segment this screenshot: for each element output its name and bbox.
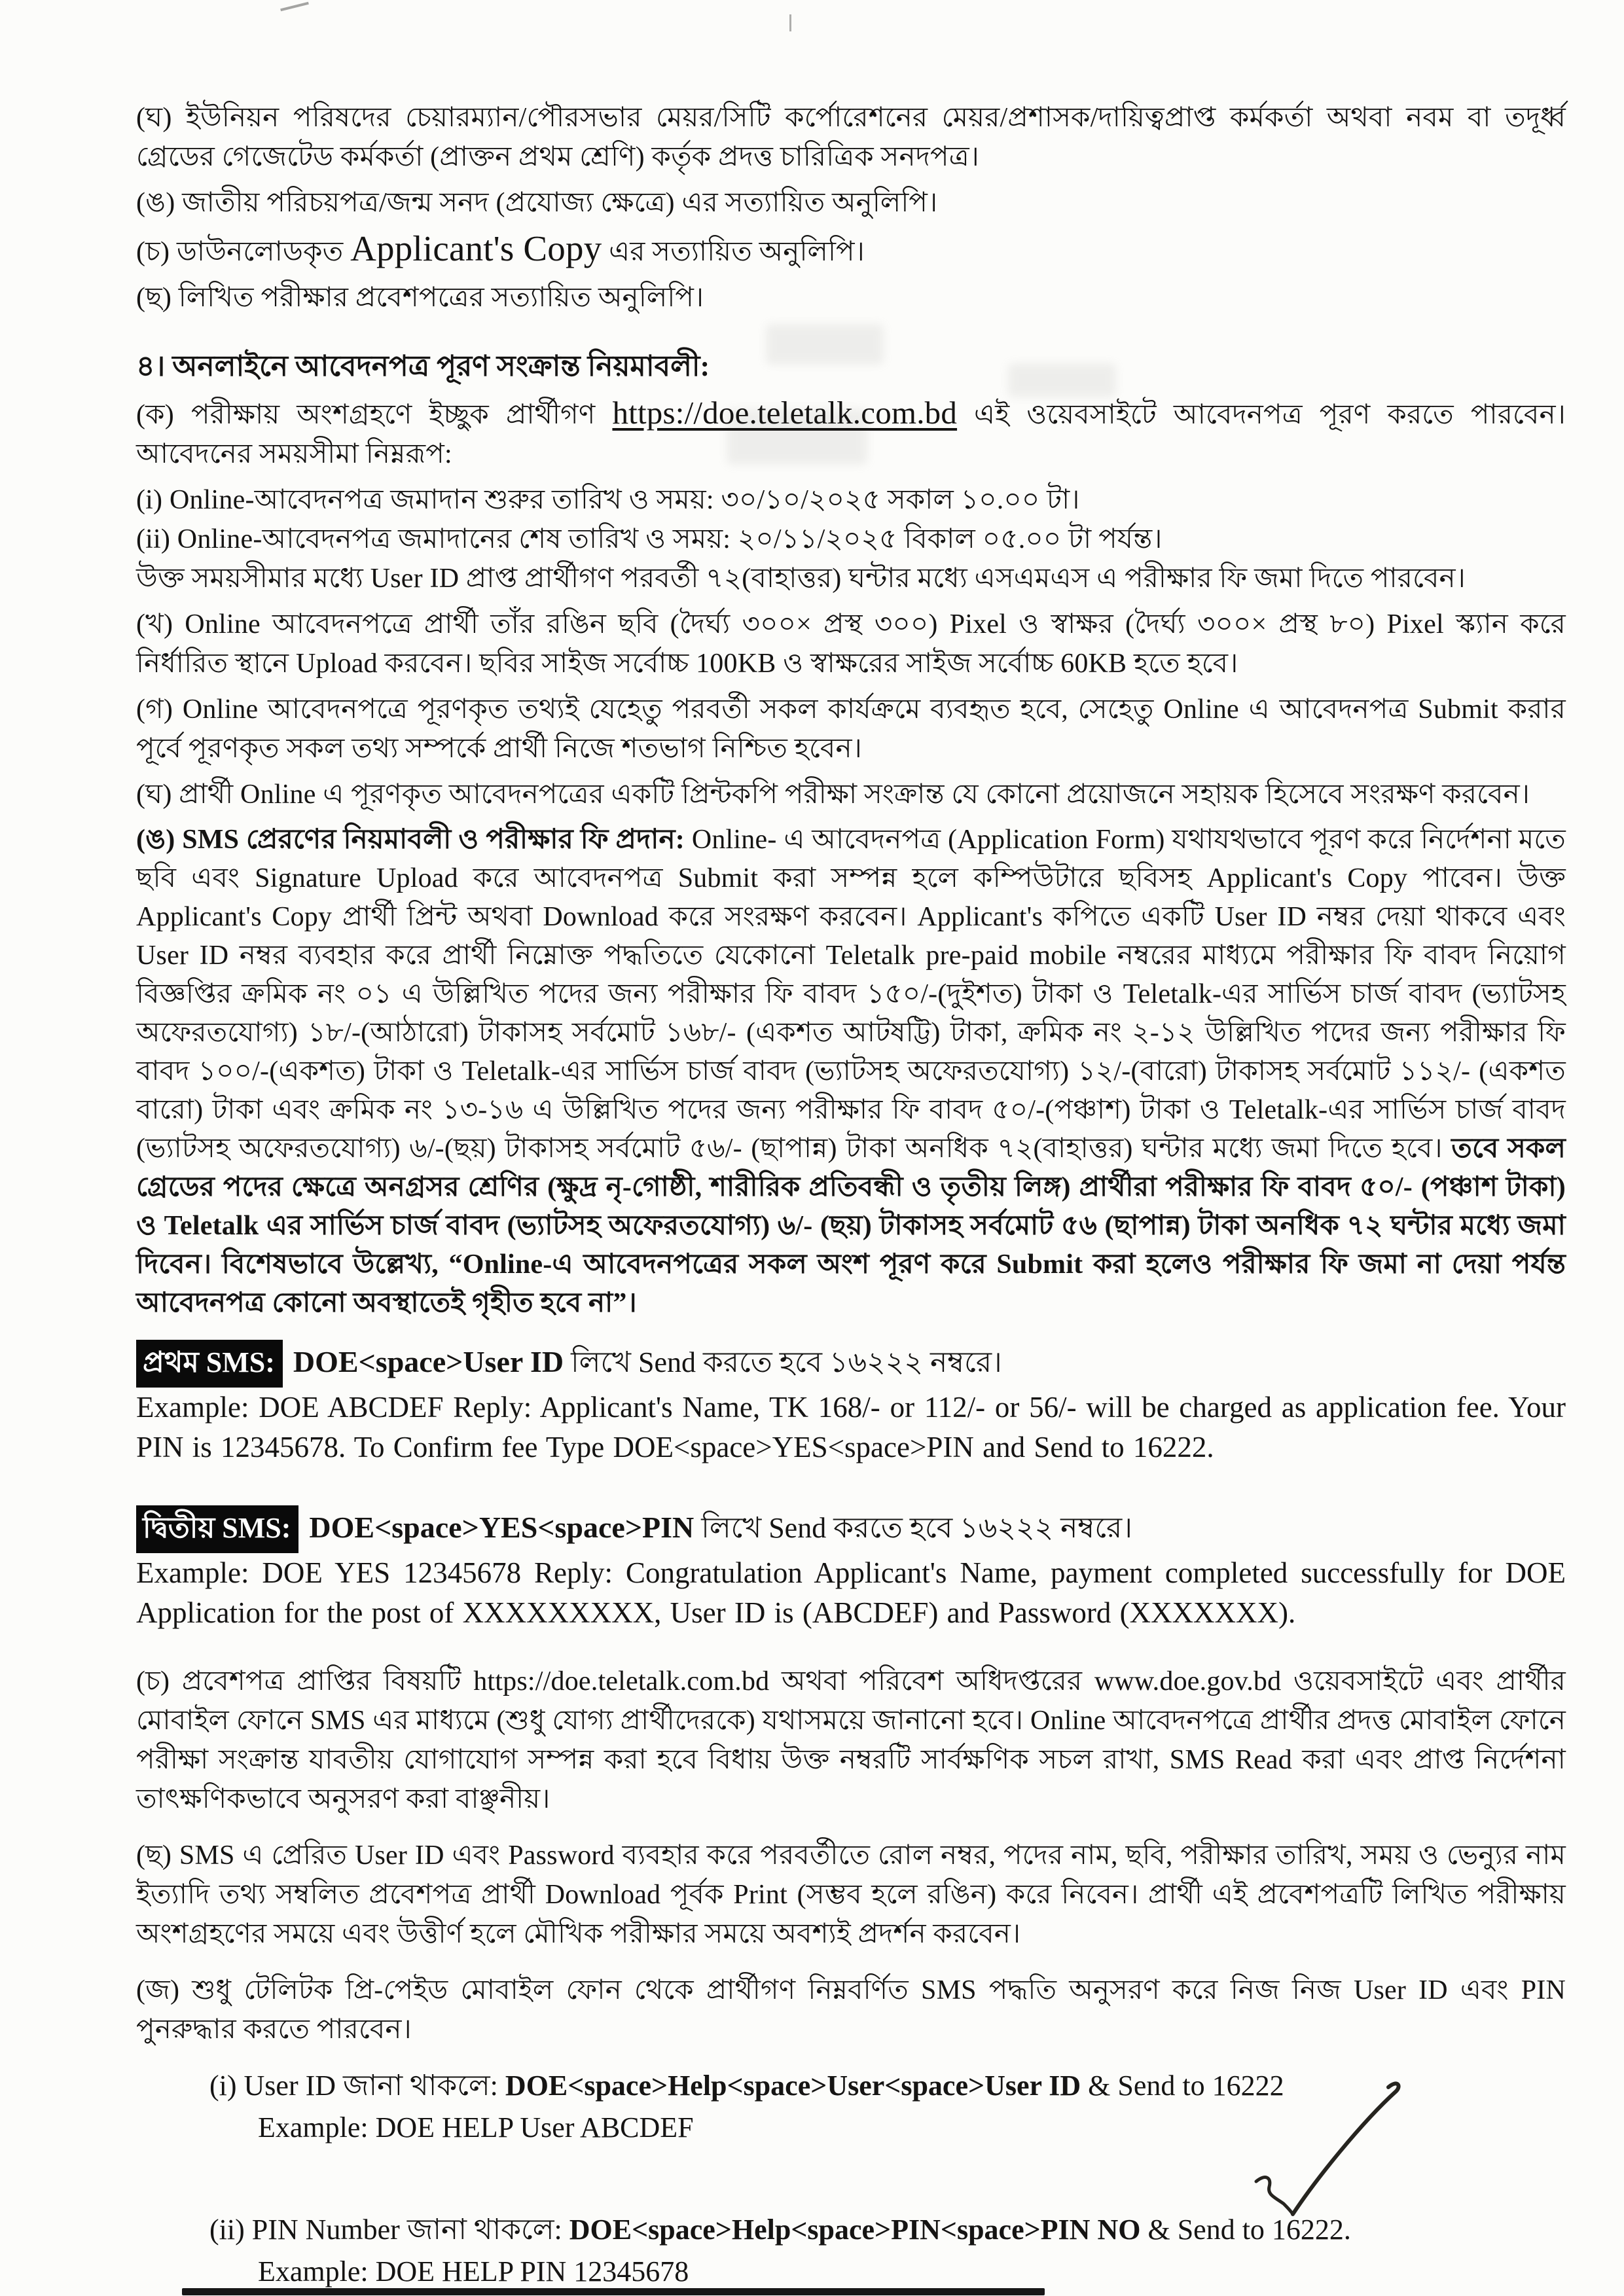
- admit-card-download: (ছ) SMS এ প্রেরিত User ID এবং Password ব্যবহার করে পরবর্তীতে রোল নম্বর, পদের নাম, ছবি, পরীক্ষার তারিখ, সময় ও ভেন্যুর নাম ইত্যাদি তথ্য সম্বলিত প্রবেশপত্র প্রার্থী Download পূর্বক Print (সম্ভব হলে রঙিন) করে নিবেন। প্রার্থী এই প্রবেশপত্রটি লিখিত পরীক্ষায় অংশগ্রহণের সময়ে এবং উত্তীর্ণ হলে মৌখিক পরীক্ষার সময়ে অবশ্যই প্রদর্শন করবেন।: [136, 1840, 1566, 1949]
- item-cha-prefix: (চ) ডাউনলোডকৃত: [136, 237, 351, 267]
- help-i-rest: & Send to 16222: [1081, 2070, 1284, 2102]
- first-sms-line: [136, 1340, 1566, 1388]
- first-sms-badge: প্রথম SMS:: [136, 1340, 283, 1388]
- help-i-prefix: (i) User ID জানা থাকলে:: [209, 2070, 505, 2102]
- doc-list-item-chha: (ছ) লিখিত পরীক্ষার প্রবেশপত্রের সত্যায়িত অনুলিপি।: [136, 283, 704, 313]
- second-sms-example: Example: DOE YES 12345678 Reply: Congratulation Applicant's Name, payment completed successfully for DOE Application for the post of XXXXXXXXX, User ID is (ABCDEF) and Password (XXXXXXX).: [136, 1556, 1566, 1629]
- section4-item-ka: [136, 393, 1566, 474]
- doc-list-item-gha: (ঘ) ইউনিয়ন পরিষদের চেয়ারম্যান/পৌরসভার মেয়র/সিটি কর্পোরেশনের মেয়র/প্রশাসক/দায়িত্বপ্রাপ্ত কর্মকর্তা অথবা নবম বা তদূর্ধ্ব গ্রেডের গেজেটেড কর্মকর্তা (প্রাক্তন প্রথম শ্রেণি) কর্তৃক প্রদত্ত চারিত্রিক সনদপত্র।: [136, 103, 1566, 172]
- end-date-line: (ii) Online-আবেদনপত্র জমাদানের শেষ তারিখ ও সময়: ২০/১১/২০২৫ বিকাল ০৫.০০ টা পর্যন্ত।: [136, 524, 1163, 554]
- help-pin-example: Example: DOE HELP PIN 12345678: [258, 2255, 689, 2287]
- pen-mark: [1247, 2072, 1417, 2222]
- section4-item-gha: (ঘ) প্রার্থী Online এ পূরণকৃত আবেদনপত্রের একটি প্রিন্টকপি পরীক্ষা সংক্রান্ত যে কোনো প্রয়োজনে সহায়ক হিসেবে সংরক্ষণ করবেন।: [136, 780, 1530, 810]
- start-date-line: (i) Online-আবেদনপত্র জমাদান শুরুর তারিখ ও সময়: ৩০/১০/২০২৫ সকাল ১০.০০ টা।: [136, 485, 1080, 515]
- doc-list-item-cha: [136, 229, 1566, 272]
- ka-prefix: (ক) পরীক্ষায় অংশগ্রহণে ইচ্ছুক প্রার্থীগণ: [136, 400, 613, 430]
- first-sms-example: Example: DOE ABCDEF Reply: Applicant's Name, TK 168/- or 112/- or 56/- will be charged as application fee. Your PIN is 12345678. To Confirm fee Type DOE<space>YES<space>PIN and Send to 16222.: [136, 1391, 1566, 1463]
- ka-suffix: এই ওয়েবসাইটে আবেদনপত্র পূরণ করতে পারবেন। আবেদনের সময়সীমা নিম্নরূপ:: [136, 400, 1566, 469]
- applicants-copy-label: Applicant's Copy: [350, 228, 602, 268]
- fee-window-note: উক্ত সময়সীমার মধ্যে User ID প্রাপ্ত প্রার্থীগণ পরবর্তী ৭২(বাহাত্তর) ঘন্টার মধ্যে এসএমএস এ পরীক্ষার ফি জমা দিতে পারবেন।: [136, 564, 1466, 594]
- second-sms-badge: দ্বিতীয় SMS:: [136, 1505, 298, 1553]
- scan-speck: [280, 2, 309, 12]
- help-i-command: DOE<space>Help<space>User<space>User ID: [505, 2070, 1081, 2102]
- doc-list-item-nga: (ঙ) জাতীয় পরিচয়পত্র/জন্ম সনদ (প্রযোজ্য ক্ষেত্রে) এর সত্যায়িত অনুলিপি।: [136, 188, 938, 218]
- document-content: [136, 98, 1566, 2291]
- section4-item-kha: (খ) Online আবেদনপত্রে প্রার্থী তাঁর রঙিন ছবি (দৈর্ঘ্য ৩০০× প্রস্থ ৩০০) Pixel ও স্বাক্ষর (দৈর্ঘ্য ৩০০× প্রস্থ ৮০) Pixel স্ক্যান করে নির্ধারিত স্থানে Upload করবেন। ছবির সাইজ সর্বোচ্চ 100KB ও স্বাক্ষরের সাইজ সর্বোচ্চ 60KB হতে হবে।: [136, 609, 1566, 679]
- section4-item-nga-fee-rules: [136, 821, 1566, 1323]
- item-cha-suffix: এর সত্যায়িত অনুলিপি।: [602, 237, 865, 267]
- application-url: https://doe.teletalk.com.bd: [612, 395, 958, 431]
- second-sms-line: [136, 1505, 1566, 1553]
- scan-speck: [789, 14, 791, 31]
- nga-label: (ঙ) SMS প্রেরণের নিয়মাবলী ও পরীক্ষার ফি প্রদান:: [136, 825, 692, 855]
- scan-artifact-bar: [182, 2288, 1045, 2295]
- help-ii-prefix: (ii) PIN Number জানা থাকলে:: [209, 2214, 569, 2246]
- nga-body: Online- এ আবেদনপত্র (Application Form) যথাযথভাবে পূরণ করে নির্দেশনা মতে ছবি এবং Signature Upload করে আবেদনপত্র Submit করা সম্পন্ন হলে কম্পিউটারে ছবিসহ Applicant's Copy পাবেন। উক্ত Applicant's Copy প্রার্থী প্রিন্ট অথবা Download করে সংরক্ষণ করবেন। Applicant's কপিতে একটি User ID নম্বর দেয়া থাকবে এবং User ID নম্বর ব্যবহার করে প্রার্থী নিম্নোক্ত পদ্ধতিতে যেকোনো Teletalk pre-paid mobile নম্বরের মাধ্যমে পরীক্ষার ফি বাবদ নিয়োগ বিজ্ঞপ্তির ক্রমিক নং ০১ এ উল্লিখিত পদের জন্য পরীক্ষার ফি বাবদ ১৫০/-(দুইশত) টাকা ও Teletalk-এর সার্ভিস চার্জ বাবদ (ভ্যাটসহ অফেরতযোগ্য) ১৮/-(আঠারো) টাকাসহ সর্বমোট ১৬৮/- (একশত আটষট্টি) টাকা, ক্রমিক নং ২-১২ উল্লিখিত পদের জন্য পরীক্ষার ফি বাবদ ১০০/-(একশত) টাকা ও Teletalk-এর সার্ভিস চার্জ বাবদ (ভ্যাটসহ অফেরতযোগ্য) ১২/-(বারো) টাকাসহ সর্বমোট ১১২/- (একশত বারো) টাকা এবং ক্রমিক নং ১৩-১৬ এ উল্লিখিত পদের জন্য পরীক্ষার ফি বাবদ ৫০/-(পঞ্চাশ) টাকা ও Teletalk-এর সার্ভিস চার্জ বাবদ (ভ্যাটসহ অফেরতযোগ্য) ৬/-(ছয়) টাকাসহ সর্বমোট ৫৬/- (ছাপান্ন) টাকা অনধিক ৭২(বাহাত্তর) ঘন্টার মধ্যে জমা দিতে হবে।: [136, 825, 1566, 1164]
- second-sms-rest: লিখে Send করতে হবে ১৬২২২ নম্বরে।: [694, 1512, 1132, 1544]
- help-ii-rest: & Send to 16222.: [1140, 2214, 1351, 2246]
- section4-item-ga: (গ) Online আবেদনপত্রে পূরণকৃত তথ্যই যেহেতু পরবর্তী সকল কার্যক্রমে ব্যবহৃত হবে, সেহেতু Online এ আবেদনপত্র Submit করার পূর্বে পূরণকৃত সকল তথ্য সম্পর্কে প্রার্থী নিজে শতভাগ নিশ্চিত হবেন।: [136, 694, 1566, 764]
- help-user-id-example: Example: DOE HELP User ABCDEF: [258, 2111, 694, 2144]
- first-sms-rest: লিখে Send করতে হবে ১৬২২২ নম্বরে।: [564, 1346, 1002, 1378]
- first-sms-command: DOE<space>User ID: [293, 1345, 564, 1378]
- nga-warning: বিশেষভাবে উল্লেখ্য, “Online-এ আবেদনপত্রের সকল অংশ পূরণ করে Submit করা হলেও পরীক্ষার ফি জমা না দেয়া পর্যন্ত আবেদনপত্র কোনো অবস্থাতেই গৃহীত হবে না”।: [136, 1249, 1566, 1318]
- help-ii-command: DOE<space>Help<space>PIN<space>PIN NO: [569, 2214, 1141, 2246]
- admit-card-notice: (চ) প্রবেশপত্র প্রাপ্তির বিষয়টি https://doe.teletalk.com.bd অথবা পরিবেশ অধিদপ্তরের www.doe.gov.bd ওয়েবসাইটে এবং প্রার্থীর মোবাইল ফোনে SMS এর মাধ্যমে (শুধু যোগ্য প্রার্থীদেরকে) যথাসময়ে জানানো হবে। Online আবেদনপত্রে প্রার্থীর প্রদত্ত মোবাইল ফোনে পরীক্ষা সংক্রান্ত যাবতীয় যোগাযোগ সম্পন্ন করা হবে বিধায় উক্ত নম্বরটি সার্বক্ষণিক সচল রাখা, SMS Read করা এবং প্রাপ্ত নির্দেশনা তাৎক্ষণিকভাবে অনুসরণ করা বাঞ্ছনীয়।: [136, 1666, 1566, 1814]
- second-sms-command: DOE<space>YES<space>PIN: [309, 1511, 695, 1544]
- recovery-note: (জ) শুধু টেলিটক প্রি-পেইড মোবাইল ফোন থেকে প্রার্থীগণ নিম্নবর্ণিত SMS পদ্ধতি অনুসরণ করে নিজ নিজ User ID এবং PIN পুনরুদ্ধার করতে পারবেন।: [136, 1975, 1566, 2045]
- nga-bold-note: তবে সকল গ্রেডের পদের ক্ষেত্রে অনগ্রসর শ্রেণির (ক্ষুদ্র নৃ-গোষ্ঠী, শারীরিক প্রতিবন্ধী ও তৃতীয় লিঙ্গ) প্রার্থীরা পরীক্ষার ফি বাবদ ৫০/- (পঞ্চাশ টাকা) ও Teletalk এর সার্ভিস চার্জ বাবদ (ভ্যাটসহ অফেরতযোগ্য) ৬/- (ছয়) টাকাসহ সর্বমোট ৫৬ (ছাপান্ন) টাকা অনধিক ৭২ ঘন্টার মধ্যে জমা দিবেন।: [136, 1134, 1566, 1280]
- section4-heading: ৪। অনলাইনে আবেদনপত্র পূরণ সংক্রান্ত নিয়মাবলী:: [136, 350, 710, 382]
